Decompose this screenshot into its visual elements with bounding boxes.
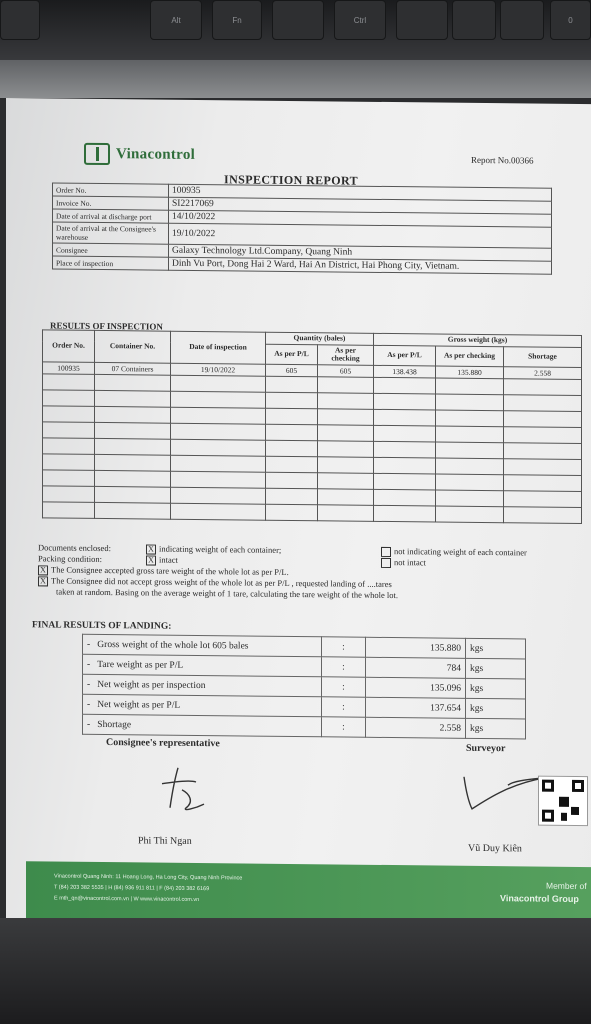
packing-checked-text: intact xyxy=(159,554,178,565)
inspection-report-paper xyxy=(6,98,591,929)
cell-qty-checking: 605 xyxy=(318,364,374,377)
documents-unchecked-text: not indicating weight of each container xyxy=(394,546,527,558)
key-menu xyxy=(272,0,324,40)
checkbox-checked: X xyxy=(38,576,48,586)
documents-label: Documents enclosed: xyxy=(38,542,111,554)
final-colon: : xyxy=(322,657,366,677)
surveyor-label: Surveyor xyxy=(466,742,506,755)
report-title: INSPECTION REPORT xyxy=(224,172,359,188)
checkbox-unchecked xyxy=(381,557,391,567)
final-amount: 135.096 xyxy=(366,677,466,698)
desk-surface xyxy=(0,918,591,1024)
col-qty-checking: As per checking xyxy=(318,344,374,365)
cell-gw-checking: 135.880 xyxy=(436,365,504,378)
info-value: 100935 xyxy=(169,184,552,201)
report-number: Report No.00366 xyxy=(471,154,534,166)
final-colon: : xyxy=(322,637,366,657)
scales-icon xyxy=(84,143,110,165)
not-accepted-continuation: taken at random. Basing on the average weight of 1 tare, calculating the tare weight of the whole lot. xyxy=(56,586,399,601)
cell-shortage: 2.558 xyxy=(504,366,582,379)
footer-address: Vinacontrol Quang Ninh: 11 Hoang Long, Ha Long City, Quang Ninh Province xyxy=(54,873,243,882)
info-label: Invoice No. xyxy=(53,196,169,210)
checkbox-unchecked xyxy=(381,546,391,556)
key-alt: Alt xyxy=(150,0,202,40)
final-results-title: FINAL RESULTS OF LANDING: xyxy=(32,620,172,632)
info-value: 19/10/2022 xyxy=(169,223,552,248)
conditions-block xyxy=(38,542,578,603)
packing-label: Packing condition: xyxy=(38,553,102,565)
info-value: SI2217069 xyxy=(169,197,552,214)
key-blank xyxy=(0,0,40,40)
checkbox-checked: X xyxy=(38,565,48,575)
final-amount: 2.558 xyxy=(366,717,466,738)
col-gross-weight: Gross weight (kgs) xyxy=(374,333,582,347)
cell-date: 19/10/2022 xyxy=(171,363,266,376)
final-unit: kgs xyxy=(466,638,526,659)
info-value: 14/10/2022 xyxy=(169,210,552,227)
logo-text: Vinacontrol xyxy=(116,145,196,163)
final-unit: kgs xyxy=(466,658,526,679)
col-date: Date of inspection xyxy=(171,331,266,363)
results-table xyxy=(42,329,582,523)
info-value: Dinh Vu Port, Dong Hai 2 Ward, Hai An District, Hai Phong City, Vietnam. xyxy=(169,257,552,274)
key-up-arrow xyxy=(452,0,496,40)
col-container-no: Container No. xyxy=(95,330,171,362)
cell-container-no: 07 Containers xyxy=(95,362,171,375)
consignee-name: Phi Thi Ngan xyxy=(138,835,192,847)
results-title: RESULTS OF INSPECTION xyxy=(50,320,163,332)
final-label: - Tare weight as per P/L xyxy=(83,654,322,677)
footer-member: Member of xyxy=(546,880,587,892)
final-unit: kgs xyxy=(466,678,526,699)
footer-phone: T (84) 203 382 5535 | H (84) 936 911 811 | F (84) 203 382 6169 xyxy=(54,884,210,893)
documents-checked-text: indicating weight of each container; xyxy=(159,543,282,555)
final-results-table xyxy=(82,634,526,740)
laptop-edge xyxy=(0,60,591,98)
info-label: Date of arrival at the Consignee's warehouse xyxy=(53,222,169,244)
final-amount: 135.880 xyxy=(366,637,466,658)
key-left-arrow xyxy=(396,0,448,40)
not-accepted-text: The Consignee did not accept gross weight of the whole lot as per P/L , requested landing of ....tares xyxy=(51,575,392,590)
cell-order-no: 100935 xyxy=(43,361,95,374)
consignee-representative-label: Consignee's representative xyxy=(106,737,220,750)
final-colon: : xyxy=(322,697,366,717)
cell-qty-pl: 605 xyxy=(266,364,318,377)
footer-contact: E mth_qn@vinacontrol.com.vn | W www.vinacontrol.com.vn xyxy=(54,895,200,904)
final-amount: 137.654 xyxy=(366,697,466,718)
final-unit: kgs xyxy=(466,718,526,739)
consignee-signature xyxy=(156,764,226,817)
final-colon: : xyxy=(322,717,366,737)
vinacontrol-logo xyxy=(84,143,195,166)
info-label: Date of arrival at discharge port xyxy=(53,209,169,223)
col-order-no: Order No. xyxy=(43,330,95,362)
footer-group: Vinacontrol Group xyxy=(500,893,579,904)
key-zero: 0 xyxy=(550,0,591,40)
final-colon: : xyxy=(322,677,366,697)
checkbox-checked: X xyxy=(146,544,156,554)
info-label: Order No. xyxy=(53,183,169,197)
final-label: - Gross weight of the whole lot 605 bales xyxy=(83,634,322,657)
col-quantity: Quantity (bales) xyxy=(266,332,374,345)
table-row xyxy=(83,714,526,739)
final-label: - Net weight as per inspection xyxy=(83,674,322,697)
packing-unchecked-text: not intact xyxy=(394,557,426,568)
cell-gw-pl: 138.438 xyxy=(374,365,436,378)
final-label: - Shortage xyxy=(83,714,322,737)
col-qty-pl: As per P/L xyxy=(266,344,318,365)
info-table xyxy=(52,182,552,274)
checkbox-checked: X xyxy=(146,555,156,565)
key-fn: Fn xyxy=(212,0,262,40)
col-shortage: Shortage xyxy=(504,346,582,367)
col-gw-checking: As per checking xyxy=(436,345,504,366)
accepted-text: The Consignee accepted gross tare weight of the whole lot as per P/L. xyxy=(51,564,289,577)
key-right-arrow xyxy=(500,0,544,40)
info-label: Place of inspection xyxy=(53,256,169,270)
info-value: Galaxy Technology Ltd.Company, Quang Ninh xyxy=(169,244,552,261)
qr-code xyxy=(538,776,588,827)
final-amount: 784 xyxy=(366,657,466,678)
surveyor-name: Vũ Duy Kiên xyxy=(468,842,522,855)
final-unit: kgs xyxy=(466,698,526,719)
col-gw-pl: As per P/L xyxy=(374,345,436,366)
key-ctrl: Ctrl xyxy=(334,0,386,40)
info-label: Consignee xyxy=(53,243,169,257)
final-label: - Net weight as per P/L xyxy=(83,694,322,717)
